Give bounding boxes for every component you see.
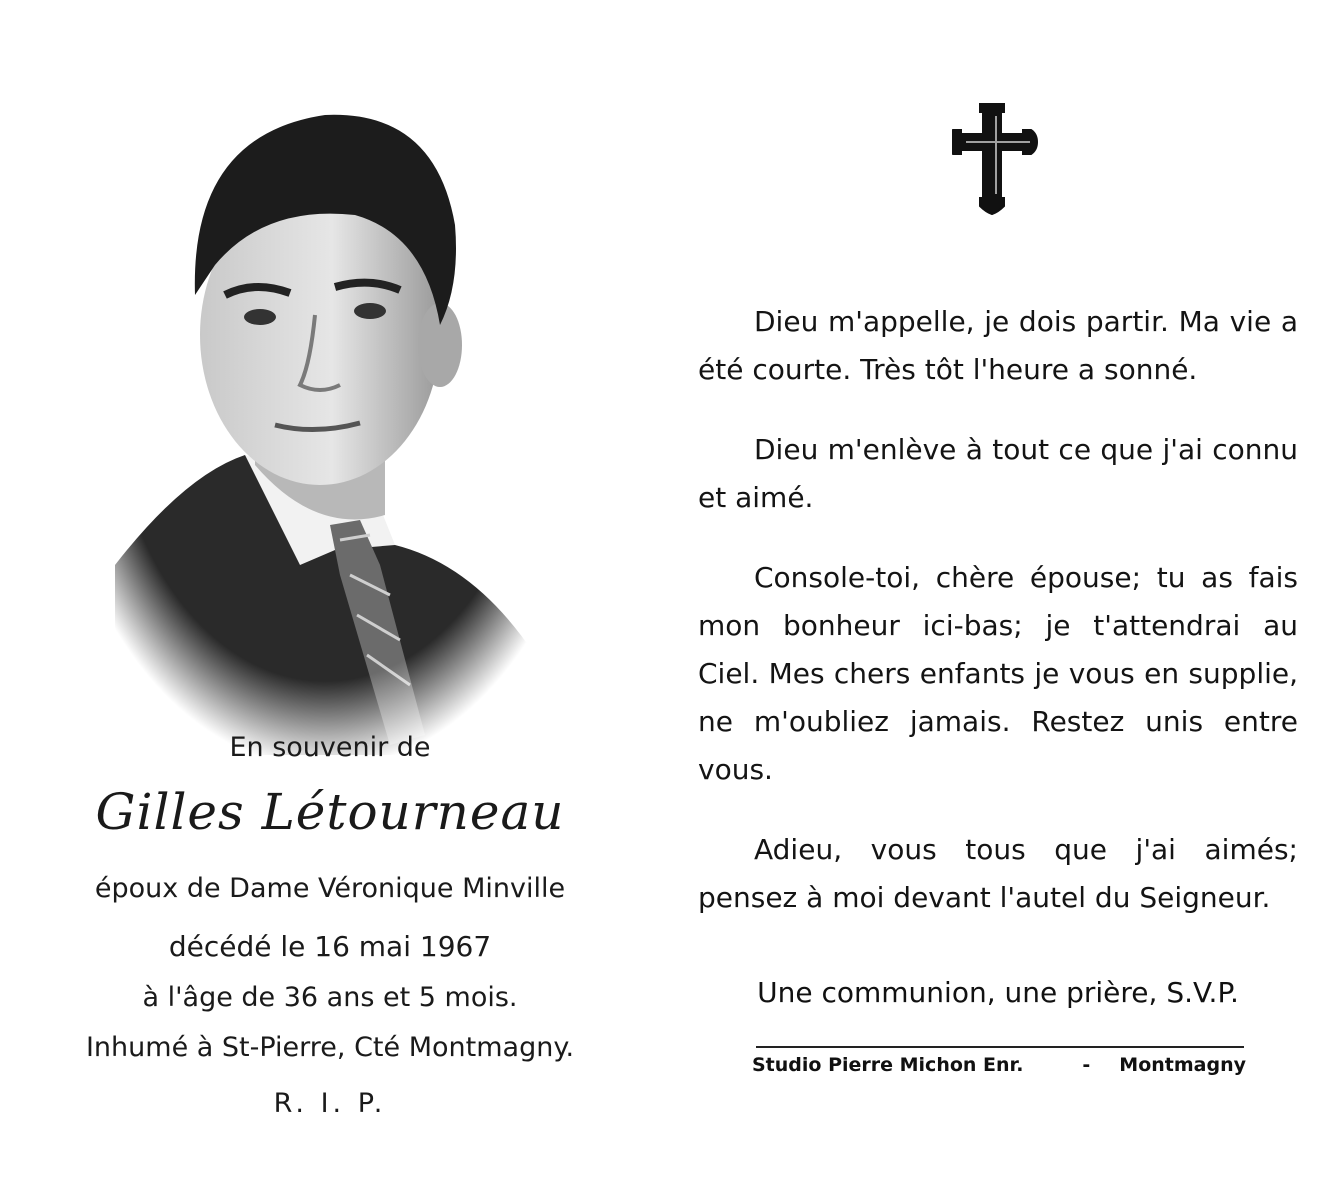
studio-credit xyxy=(752,1054,1246,1076)
poem-stanza: Dieu m'enlève à tout ce que j'ai connu et aimé. xyxy=(698,433,1298,514)
rip-line: R. I. P. xyxy=(273,1088,387,1119)
age-line: à l'âge de 36 ans et 5 mois. xyxy=(142,982,518,1013)
poem-stanza: Dieu m'appelle, je dois partir. Ma vie a été courte. Très tôt l'heure a sonné. xyxy=(698,305,1298,386)
studio-name: Studio Pierre Michon Enr. xyxy=(752,1054,1024,1076)
poem-stanza: Adieu, vous tous que j'ai aimés; pensez à moi devant l'autel du Seigneur. xyxy=(698,833,1298,914)
deceased-name: Gilles Létourneau xyxy=(95,783,565,841)
poem xyxy=(698,298,1298,954)
death-date: décédé le 16 mai 1967 xyxy=(168,930,492,963)
cross-icon xyxy=(952,98,1044,216)
souvenir-heading: En souvenir de xyxy=(229,732,431,763)
portrait-photo xyxy=(95,95,555,755)
spouse-line: époux de Dame Véronique Minville xyxy=(94,873,566,904)
prayer-request: Une communion, une prière, S.V.P. xyxy=(757,976,1239,1009)
footer-divider xyxy=(756,1046,1244,1048)
studio-separator: - xyxy=(1082,1054,1091,1076)
burial-line: Inhumé à St-Pierre, Cté Montmagny. xyxy=(85,1032,575,1063)
poem-stanza: Console-toi, chère épouse; tu as fais mon bonheur ici-bas; je t'attendrai au Ciel. Mes chers enfants je vous en supplie, ne m'oubliez jamais. Restez unis entre vous. xyxy=(698,561,1298,786)
studio-city: Montmagny xyxy=(1119,1054,1246,1076)
